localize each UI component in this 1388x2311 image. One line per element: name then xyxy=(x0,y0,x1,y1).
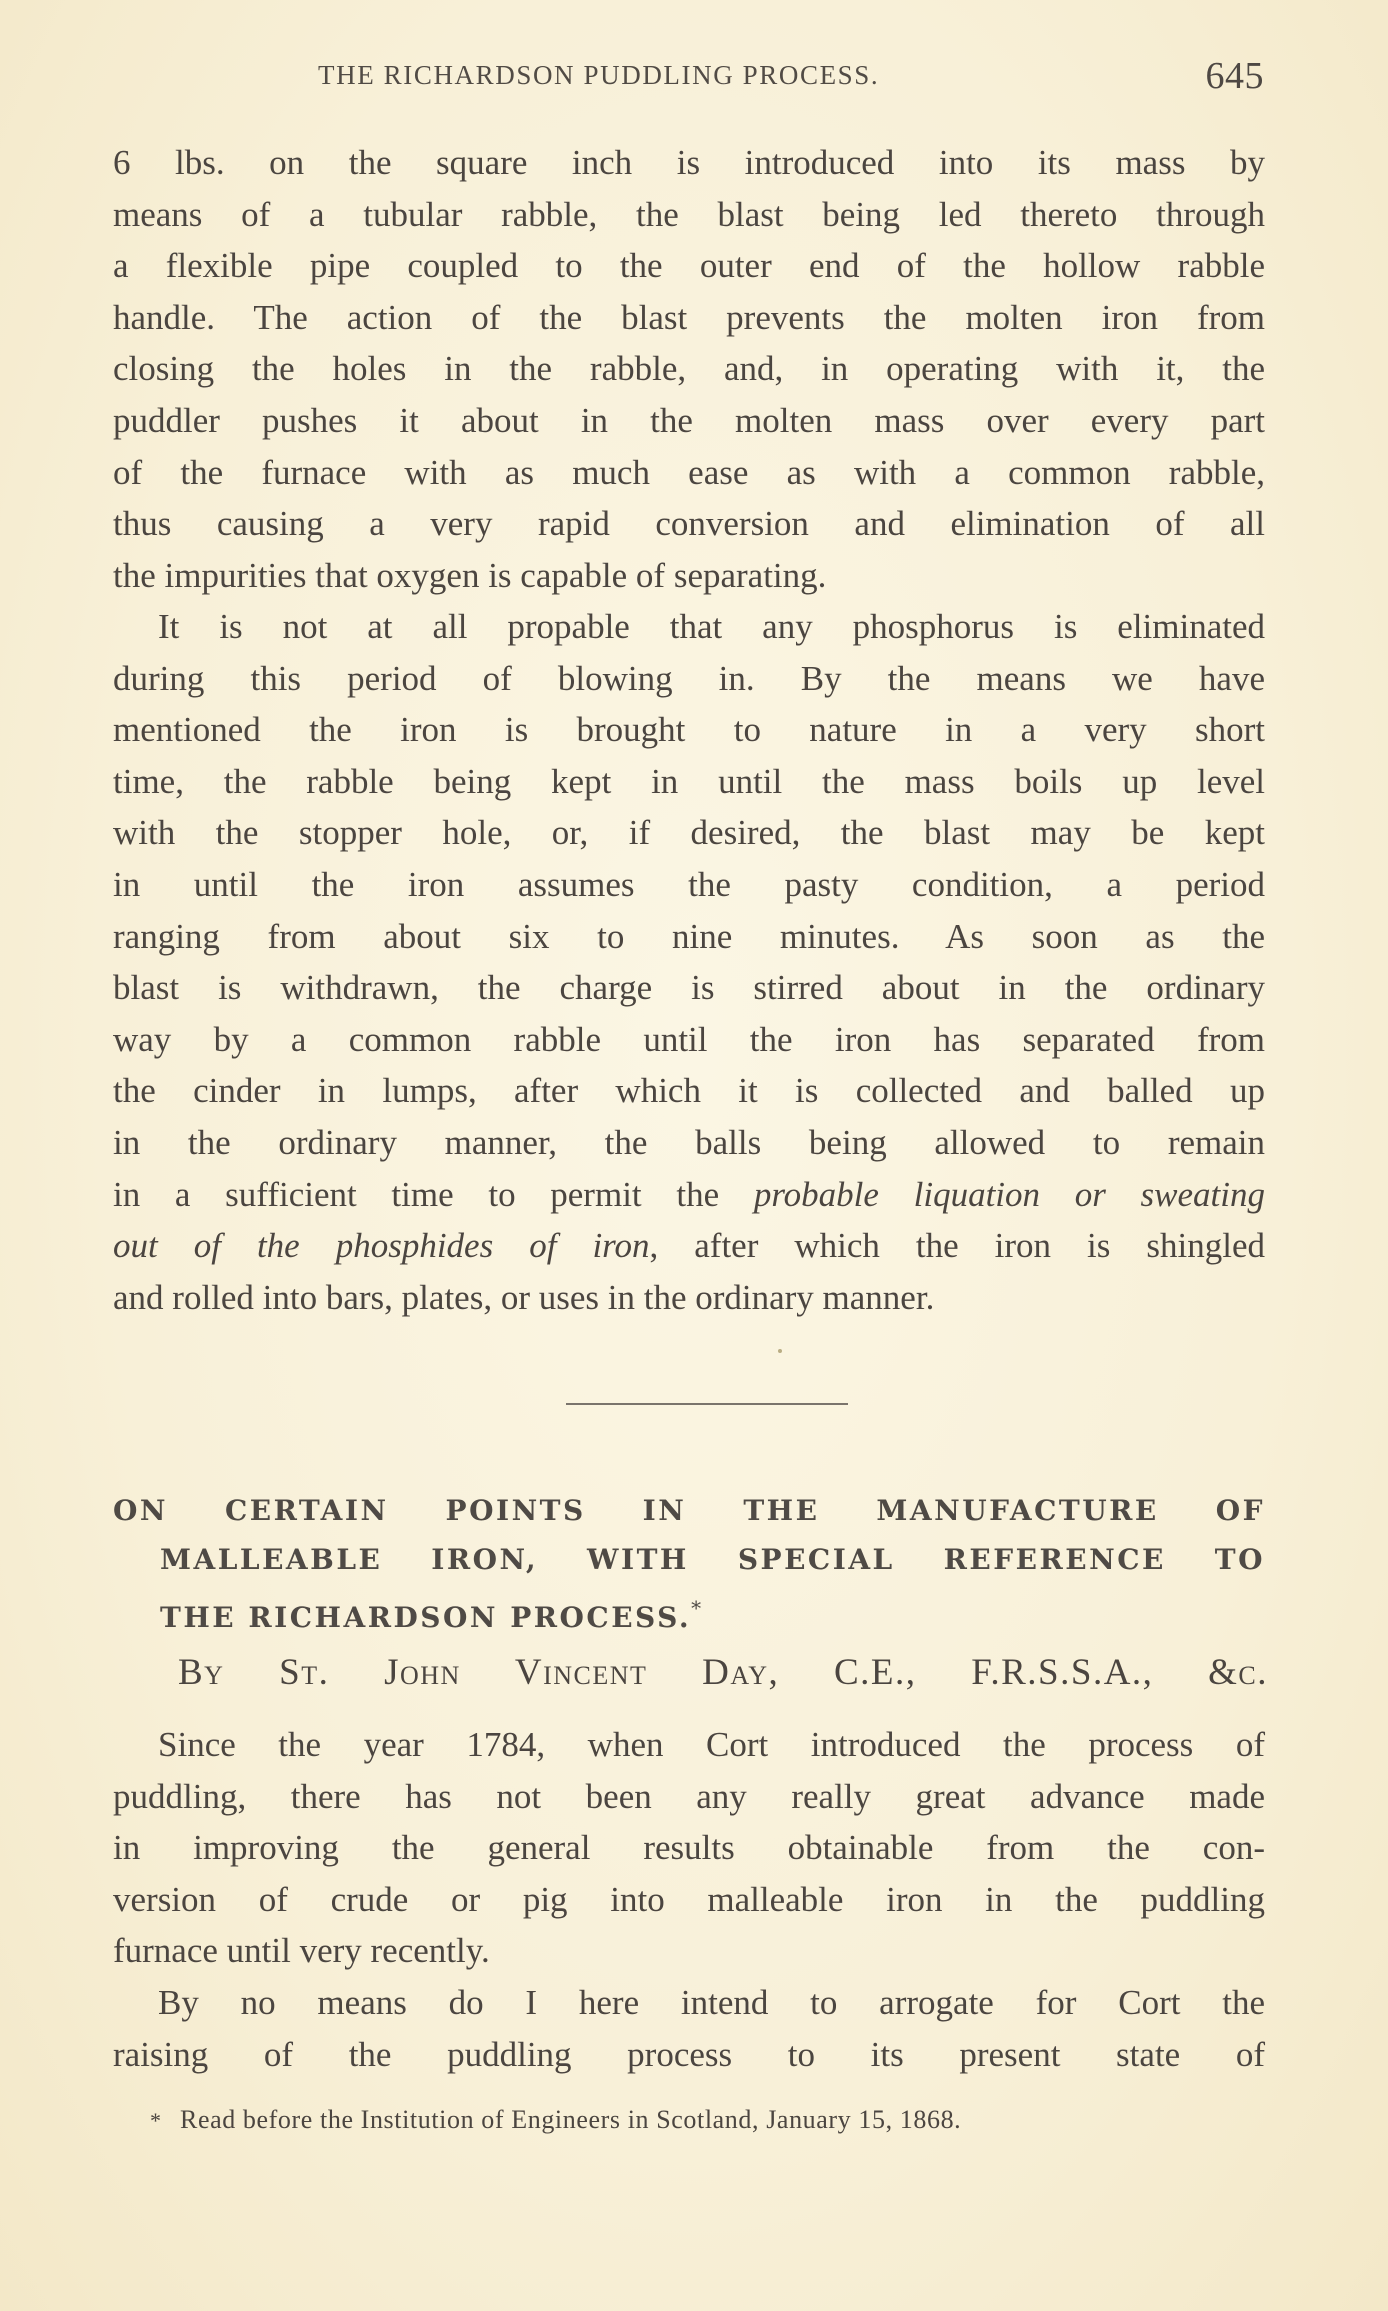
text-line: time, the rabble being kept in until the mass boils up level xyxy=(113,761,1265,801)
italic-emphasis: probable liquation or sweating xyxy=(753,1174,1266,1214)
text-run: in a sufficient time to permit the xyxy=(113,1174,754,1214)
page-number: 645 xyxy=(1205,55,1264,97)
heading-line xyxy=(113,1584,1265,1633)
text-line: 6 lbs. on the square inch is introduced into its mass by xyxy=(113,143,1265,182)
italic-emphasis: out of the phosphides of iron xyxy=(113,1226,650,1266)
text-line: in until the iron assumes the pasty condition, a period xyxy=(113,864,1265,904)
article-heading xyxy=(113,1487,1265,1633)
footnote-text: Read before the Institution of Engineers in Scotland, January 15, 1868. xyxy=(180,2105,962,2134)
text-run: , after which the iron is shingled xyxy=(649,1226,1265,1266)
text-line: blast is withdrawn, the charge is stirred about in the ordinary xyxy=(113,968,1265,1008)
text-line: By no means do I here intend to arrogate for Cort the xyxy=(158,1983,1265,2022)
text-line: puddler pushes it about in the molten mass over every part xyxy=(113,400,1265,440)
running-header xyxy=(318,55,1266,102)
text-line: the impurities that oxygen is capable of separating. xyxy=(113,555,827,595)
text-line: closing the holes in the rabble, and, in operating with it, the xyxy=(113,349,1265,389)
text-line: way by a common rabble until the iron has separated from xyxy=(113,1019,1265,1059)
paragraph-article-1 xyxy=(113,1719,1265,1977)
text-line: thus causing a very rapid conversion and elimination of all xyxy=(113,504,1265,544)
text-line: version of crude or pig into malleable iron in the puddling xyxy=(113,1879,1265,1919)
footnote-mark: * xyxy=(150,2108,162,2133)
text-line: handle. The action of the blast prevents the molten iron from xyxy=(113,297,1265,337)
text-line: ranging from about six to nine minutes. As soon as the xyxy=(113,916,1265,956)
text-line: Since the year 1784, when Cort introduced the process of xyxy=(158,1725,1265,1764)
text-line: a flexible pipe coupled to the outer end of the hollow rabble xyxy=(113,246,1265,286)
paragraph-continued-1 xyxy=(113,137,1265,601)
paragraph-continued-2 xyxy=(113,601,1265,1323)
text-line: and rolled into bars, plates, or uses in the ordinary manner. xyxy=(113,1277,935,1317)
text-line: means of a tubular rabble, the blast being led thereto through xyxy=(113,194,1265,234)
text-line: raising of the puddling process to its present state of xyxy=(113,2034,1265,2074)
text-line: with the stopper hole, or, if desired, the blast may be kept xyxy=(113,813,1265,853)
section-divider-rule xyxy=(566,1403,848,1405)
text-line: mentioned the iron is brought to nature in a very short xyxy=(113,710,1265,750)
paragraph-article-2 xyxy=(113,1977,1265,2080)
heading-line: ON CERTAIN POINTS IN THE MANUFACTURE OF xyxy=(113,1494,1265,1527)
running-header-title: THE RICHARDSON PUDDLING PROCESS. xyxy=(318,60,880,90)
text-line: It is not at all propable that any phosphorus is eliminated xyxy=(158,607,1265,646)
footnote-reference-mark[interactable]: * xyxy=(691,1596,704,1620)
text-line: furnace until very recently. xyxy=(113,1931,490,1971)
text-line-with-italic xyxy=(113,1169,1265,1221)
text-line-with-italic xyxy=(113,1220,1265,1272)
author-byline: By St. John Vincent Day, C.E., F.R.S.S.A., &c. xyxy=(178,1652,1268,1693)
paper-speck xyxy=(778,1349,782,1353)
text-line: in improving the general results obtainable from the con- xyxy=(113,1828,1265,1868)
text-line: the cinder in lumps, after which it is collected and balled up xyxy=(113,1071,1265,1111)
text-line: during this period of blowing in. By the means we have xyxy=(113,658,1265,698)
text-line: of the furnace with as much ease as with a common rabble, xyxy=(113,452,1265,492)
heading-line-text: THE RICHARDSON PROCESS. xyxy=(160,1601,692,1634)
footnote xyxy=(150,2105,1230,2135)
text-line: in the ordinary manner, the balls being allowed to remain xyxy=(113,1122,1265,1162)
heading-line: MALLEABLE IRON, WITH SPECIAL REFERENCE TO xyxy=(160,1542,1265,1576)
text-line: puddling, there has not been any really great advance made xyxy=(113,1776,1265,1816)
